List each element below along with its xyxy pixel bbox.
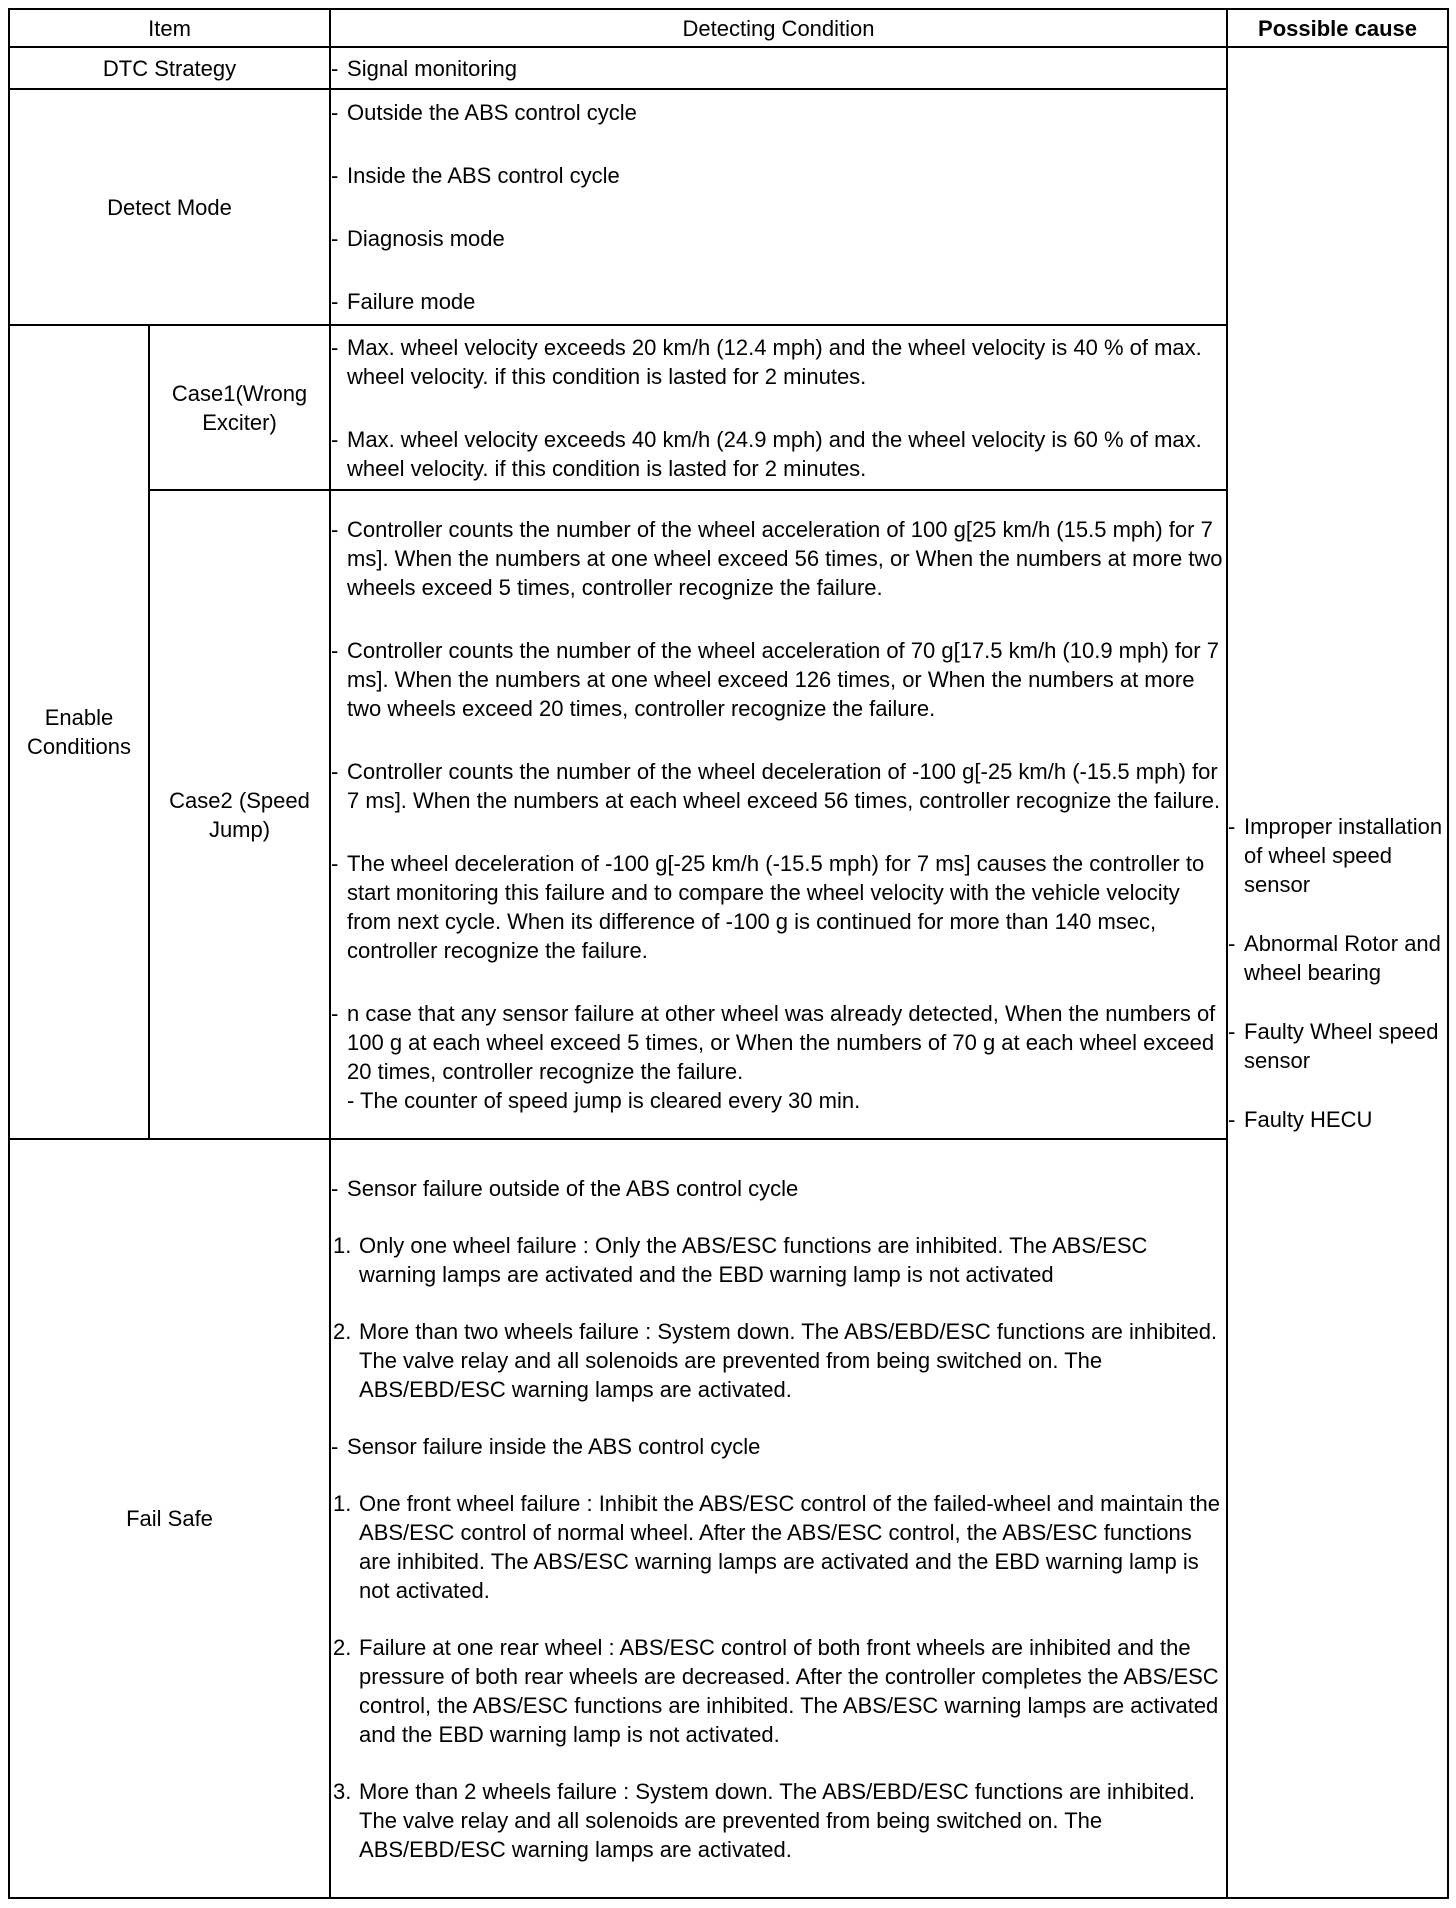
- possible-causes-cell: [1227, 47, 1448, 1898]
- possible-causes-list: [1228, 812, 1447, 1134]
- list-item: - Sensor failure inside the ABS control cycle: [331, 1433, 761, 1459]
- numbered-item: 3. More than 2 wheels failure : System down. The ABS/EBD/ESC functions are inhibited. The valve relay and all solenoids are prevented from being switched on. The ABS/EBD/ESC warning lamps are activated.: [333, 1778, 1196, 1862]
- cond-case2: [330, 490, 1227, 1139]
- cond-case1: [330, 325, 1227, 490]
- cond-fail-safe: [330, 1139, 1227, 1898]
- numbered-item: 1. One front wheel failure : Inhibit the ABS/ESC control of the failed-wheel and maintain the ABS/ESC control of normal wheel. After the ABS/ESC control, the ABS/ESC functions are inhibited. The ABS/ESC warning lamps are activated and the EBD warning lamp is not activated.: [333, 1490, 1220, 1603]
- speed-jump-note: - The counter of speed jump is cleared every 30 min.: [347, 1087, 861, 1113]
- dtc-table: [8, 8, 1449, 1899]
- header-item: Item: [9, 9, 330, 47]
- header-detecting-condition: Detecting Condition: [330, 9, 1227, 47]
- list-item: - Failure mode: [331, 289, 476, 314]
- list-item: - Max. wheel velocity exceeds 40 km/h (24.9 mph) and the wheel velocity is 60 % of max. wheel velocity. if this condition is lasted for 2 minutes.: [331, 426, 1202, 481]
- header-possible-cause: Possible cause: [1227, 9, 1448, 47]
- numbered-item: 1. Only one wheel failure : Only the ABS/ESC functions are inhibited. The ABS/ESC warning lamps are activated and the EBD warning lamp is not activated: [333, 1232, 1148, 1287]
- list-item: - Max. wheel velocity exceeds 20 km/h (12.4 mph) and the wheel velocity is 40 % of max. wheel velocity. if this condition is lasted for 2 minutes.: [331, 334, 1202, 389]
- row-dtc-strategy: [9, 47, 1448, 89]
- list-item: - Sensor failure outside of the ABS control cycle: [331, 1175, 799, 1201]
- cond-dtc-strategy: [330, 47, 1227, 89]
- label-detect-mode: Detect Mode: [9, 89, 330, 325]
- cause-item: - Abnormal Rotor and wheel bearing: [1228, 930, 1441, 985]
- cause-item: - Faulty Wheel speed sensor: [1228, 1018, 1439, 1073]
- list-item: - Signal monitoring: [331, 55, 517, 81]
- list-item: - Controller counts the number of the wheel deceleration of -100 g[-25 km/h (-15.5 mph) for 7 ms]. When the numbers at each wheel exceed 56 times, controller recognize the failure.: [331, 758, 1221, 813]
- label-enable-conditions: Enable Conditions: [9, 325, 149, 1139]
- cause-item: - Improper installation of wheel speed sensor: [1228, 813, 1443, 897]
- list-item: - n case that any sensor failure at other wheel was already detected, When the numbers of 100 g at each wheel exceed 5 times, or When the numbers of 70 g at each wheel exceed 20 times, controller recognize the failure.: [331, 1000, 1216, 1084]
- list-item: - Outside the ABS control cycle: [331, 100, 637, 125]
- list-item: - Controller counts the number of the wheel acceleration of 70 g[17.5 km/h (10.9 mph) for 7 ms]. When the numbers at one wheel exceed 126 times, or When the numbers at more two wheels exceed 20 times, controller recognize the failure.: [331, 637, 1219, 721]
- list-item: - The wheel deceleration of -100 g[-25 km/h (-15.5 mph) for 7 ms] causes the controller to start monitoring this failure and to compare the wheel velocity with the vehicle velocity from next cycle. When its difference of -100 g is continued for more than 140 msec, controller recognize the failure.: [331, 850, 1205, 963]
- label-case2: Case2 (Speed Jump): [149, 490, 330, 1139]
- numbered-item: 2. More than two wheels failure : System down. The ABS/EBD/ESC functions are inhibited. The valve relay and all solenoids are prevented from being switched on. The ABS/EBD/ESC warning lamps are activated.: [333, 1318, 1218, 1402]
- cond-detect-mode: [330, 89, 1227, 325]
- list-item: - Controller counts the number of the wheel acceleration of 100 g[25 km/h (15.5 mph) for 7 ms]. When the numbers at one wheel exceed 56 times, or When the numbers at more two wheels exceed 5 times, controller recognize the failure.: [331, 516, 1223, 600]
- cause-item: - Faulty HECU: [1228, 1106, 1373, 1132]
- label-case1: Case1(Wrong Exciter): [149, 325, 330, 490]
- list-item: - Diagnosis mode: [331, 226, 505, 251]
- header-row: [9, 9, 1448, 47]
- list-item: - Inside the ABS control cycle: [331, 163, 620, 188]
- numbered-item: 2. Failure at one rear wheel : ABS/ESC control of both front wheels are inhibited and the pressure of both rear wheels are decreased. After the controller completes the ABS/ESC control, the ABS/ESC functions are inhibited. The ABS/ESC warning lamps are activated and the EBD warning lamp is not activated.: [333, 1634, 1219, 1747]
- label-dtc-strategy: DTC Strategy: [9, 47, 330, 89]
- label-fail-safe: Fail Safe: [9, 1139, 330, 1898]
